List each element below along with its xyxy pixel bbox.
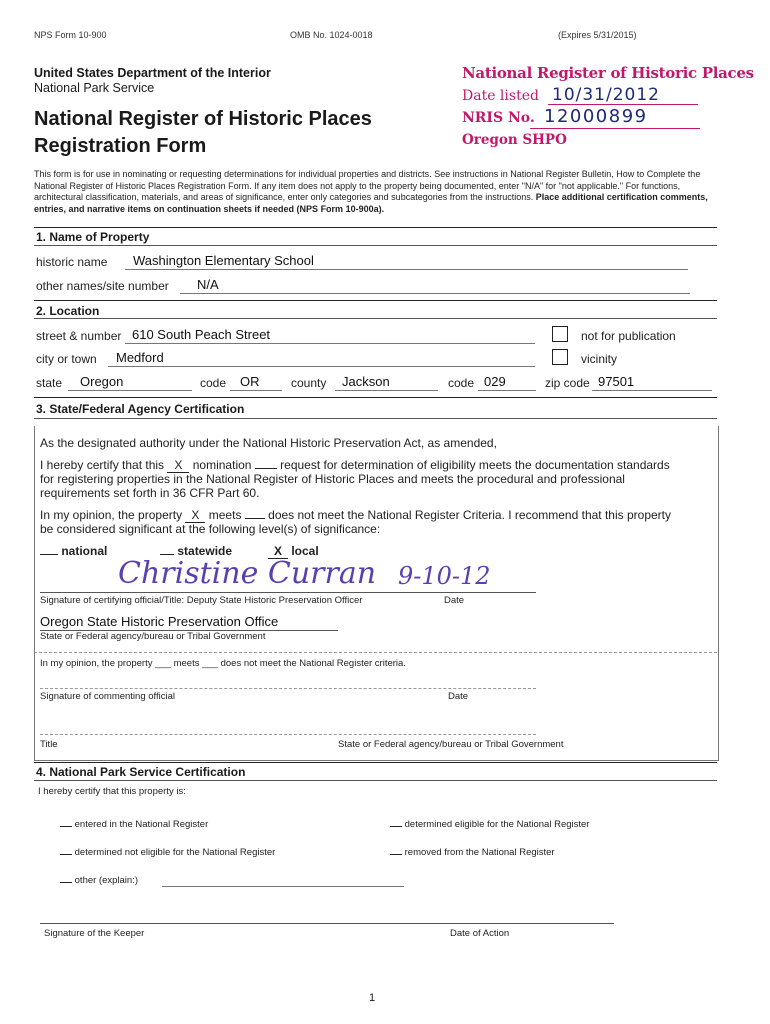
other-option[interactable]: other (explain:) — [60, 875, 138, 886]
certify-line-2: for registering properties in the National Register of Historic Places and meets the procedural and professional — [40, 472, 625, 486]
certifying-signature-label: Signature of certifying official/Title: Deputy State Historic Preservation Officer — [40, 595, 363, 606]
state-code-field[interactable]: OR — [240, 374, 260, 389]
other-names-label: other names/site number — [36, 279, 169, 293]
city-label: city or town — [36, 352, 97, 366]
level-national[interactable]: national — [40, 544, 107, 558]
historic-name-field[interactable]: Washington Elementary School — [133, 253, 314, 268]
state-code-label: code — [200, 376, 227, 390]
certify-text-2: nomination — [192, 458, 252, 472]
entered-option[interactable]: entered in the National Register — [60, 819, 208, 830]
stamp-date-label: Date listed — [462, 88, 539, 104]
historic-name-label: historic name — [36, 255, 108, 269]
level-local[interactable]: X local — [268, 544, 319, 559]
stamp-shpo: Oregon SHPO — [462, 132, 567, 148]
expiration-date: (Expires 5/31/2015) — [558, 30, 637, 40]
certifying-date-label: Date — [444, 595, 465, 606]
form-number: NPS Form 10-900 — [34, 30, 107, 40]
keeper-signature-label: Signature of the Keeper — [44, 928, 145, 939]
removed-option[interactable]: removed from the National Register — [390, 847, 555, 858]
county-code-label: code — [448, 376, 475, 390]
meets-mark[interactable]: X — [185, 508, 205, 523]
street-field[interactable]: 610 South Peach Street — [132, 327, 271, 342]
section-3-heading: 3. State/Federal Agency Certification — [36, 402, 245, 416]
zip-label: zip code — [545, 376, 590, 390]
service-name: National Park Service — [34, 81, 155, 95]
agency-label: State or Federal agency/bureau or Tribal Government — [40, 631, 266, 642]
instructions-text — [34, 169, 716, 215]
not-for-publication-checkbox[interactable] — [552, 326, 568, 342]
stamp-nris-value: 12000899 — [544, 106, 648, 127]
opinion-text-2: meets — [208, 508, 242, 522]
stamp-title: National Register of Historic Places — [462, 64, 754, 82]
street-label: street & number — [36, 329, 122, 343]
commenting-agency-label: State or Federal agency/bureau or Tribal Government — [338, 739, 564, 750]
opinion-text-3: does not meet the National Register Criteria. I recommend that this property — [268, 508, 671, 522]
county-code-field[interactable]: 029 — [484, 374, 506, 389]
title-label: Title — [40, 739, 58, 750]
state-field[interactable]: Oregon — [80, 374, 124, 389]
nomination-mark[interactable]: X — [167, 458, 189, 473]
opinion-line-2: be considered significant at the following level(s) of significance: — [40, 522, 381, 536]
stamp-date-value: 10/31/2012 — [552, 85, 660, 105]
form-subtitle: Registration Form — [34, 135, 207, 157]
section-2-heading: 2. Location — [36, 304, 100, 318]
level-statewide[interactable]: statewide — [160, 544, 232, 558]
other-names-field[interactable]: N/A — [197, 277, 219, 292]
commenting-signature-label: Signature of commenting official — [40, 691, 176, 702]
certify-line-3: requirements set forth in 36 CFR Part 60. — [40, 486, 260, 500]
instructions-bold: Place additional certification comments, entries, and narrative items on continuation sheets if needed (NPS Form 10-900a). — [34, 192, 708, 214]
comment-opinion: In my opinion, the property ___ meets ___ does not meet the National Register criteria. — [40, 658, 406, 669]
opinion-line-1 — [40, 508, 671, 523]
nps-certify-intro: I hereby certify that this property is: — [38, 786, 186, 797]
certify-text-1: I hereby certify that this — [40, 458, 165, 472]
stamp-nris-label: NRIS No. — [462, 110, 535, 126]
city-field[interactable]: Medford — [116, 350, 164, 365]
certifying-date: 9-10-12 — [398, 562, 491, 590]
department-name: United States Department of the Interior — [34, 66, 271, 80]
opinion-text-1: In my opinion, the property — [40, 508, 183, 522]
listing-stamp — [460, 62, 754, 152]
vicinity-checkbox[interactable] — [552, 349, 568, 365]
certify-text-3: request for determination of eligibility meets the documentation standards — [280, 458, 670, 472]
form-title: National Register of Historic Places — [34, 108, 372, 130]
action-date-label: Date of Action — [450, 928, 510, 939]
agency-name[interactable]: Oregon State Historic Preservation Office — [40, 614, 279, 629]
commenting-date-label: Date — [448, 691, 469, 702]
determined-eligible-option[interactable]: determined eligible for the National Register — [390, 819, 589, 830]
section-1-heading: 1. Name of Property — [36, 230, 150, 244]
determined-not-eligible-option[interactable]: determined not eligible for the National Register — [60, 847, 275, 858]
instructions-body: This form is for use in nominating or requesting determinations for individual properties and districts. See instructions in National Register Bulletin, How to Complete the National Register of Historic Places Registration Form. If any item does not apply to the property being documented, enter "N/A" for "not applicable." For functions, architectural classification, materials, and areas of significance, enter only categories and subcategories from the instructions. — [34, 169, 701, 202]
authority-statement: As the designated authority under the National Historic Preservation Act, as amended, — [40, 436, 497, 450]
certifying-signature: Christine Curran — [118, 556, 377, 591]
zip-field[interactable]: 97501 — [598, 374, 635, 389]
county-field[interactable]: Jackson — [342, 374, 390, 389]
page-number: 1 — [369, 992, 376, 1004]
vicinity-label: vicinity — [581, 352, 618, 366]
section-4-heading: 4. National Park Service Certification — [36, 765, 246, 779]
omb-number: OMB No. 1024-0018 — [290, 30, 373, 40]
not-for-publication-label: not for publication — [581, 329, 676, 343]
certify-line-1 — [40, 458, 670, 473]
county-label: county — [291, 376, 327, 390]
state-label: state — [36, 376, 63, 390]
